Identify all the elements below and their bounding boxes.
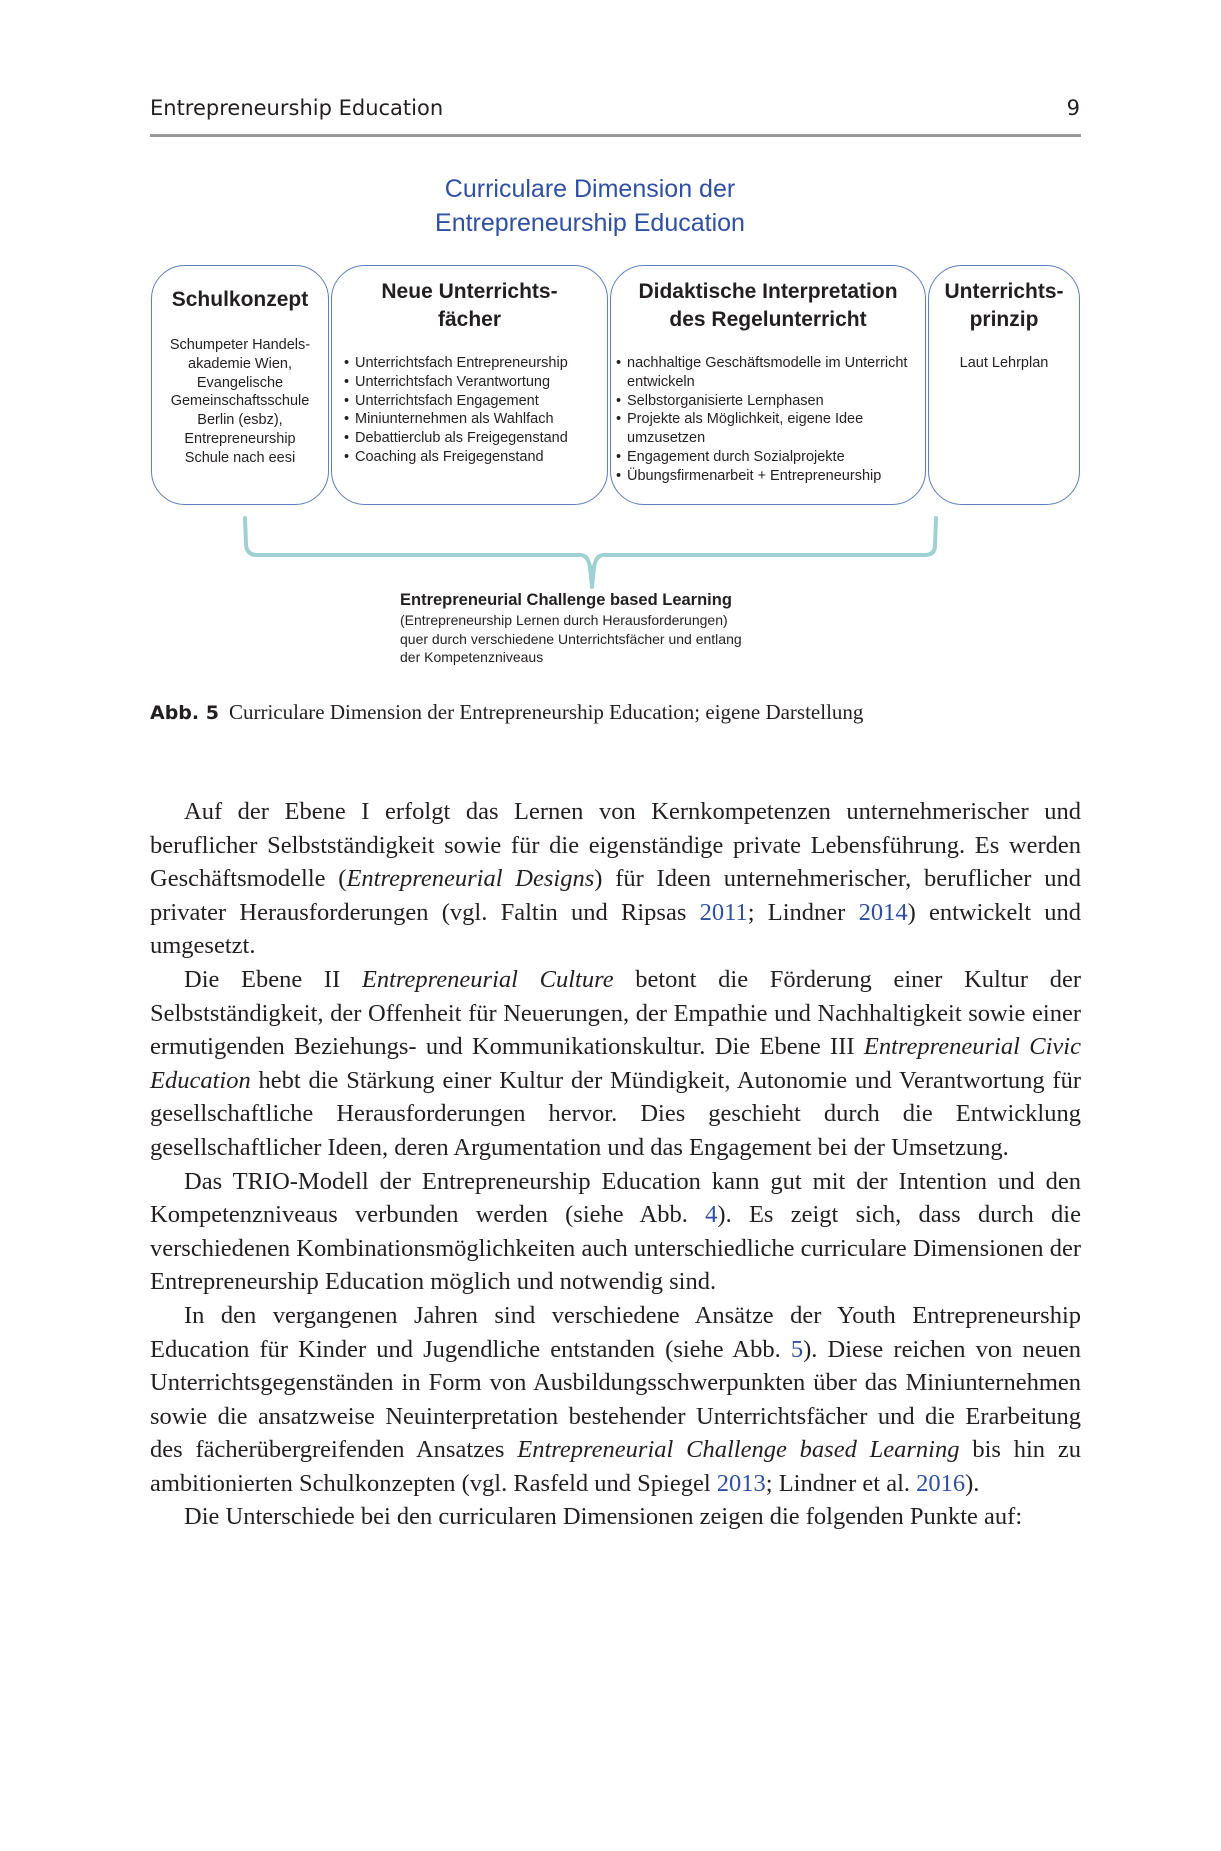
box-didaktische-interpretation — [610, 265, 926, 505]
italic-term: Entrepreneurial Culture — [361, 965, 614, 993]
box-text-line: Schule nach eesi — [184, 449, 296, 466]
box-title — [611, 278, 925, 334]
figure-title-line-2: Entrepreneurship Education — [435, 209, 745, 237]
box-text-line: Schumpeter Handels- — [169, 337, 311, 353]
list-item-text: nachhaltige Geschäftsmodelle im Unterricht entwickeln — [627, 355, 908, 390]
list-item — [344, 410, 607, 429]
box-title-line: Neue Unterrichts- — [381, 280, 558, 303]
bullet-icon: • — [616, 448, 622, 465]
box-title-line: fächer — [437, 308, 502, 331]
ecbl-title: Entrepreneurial Challenge based Learning — [400, 591, 732, 609]
body-text — [150, 795, 1081, 1534]
box-title-line: Schulkonzept — [171, 288, 309, 311]
citation-link[interactable]: 2013 — [716, 1469, 766, 1497]
bullet-icon: • — [616, 392, 622, 409]
figure-link[interactable]: 4 — [705, 1201, 718, 1229]
box-title-line: Unterrichts- — [944, 280, 1064, 303]
list-item — [344, 429, 607, 448]
box-text-line: Entrepreneurship — [184, 430, 296, 447]
box-title-line: des Regelunterricht — [669, 308, 867, 331]
box-text-line: Gemeinschaftsschule — [170, 393, 310, 410]
box-body — [611, 354, 925, 486]
italic-term: Entrepreneurial Challenge based Learning — [517, 1436, 960, 1464]
bullet-icon: • — [616, 467, 622, 484]
text-run: Das TRIO-Modell der Entrepreneurship Education kann gut mit der Intention und den Kompetenzniveaus verbunden werden (siehe Abb. — [150, 1167, 1081, 1229]
text-run: ; Lindner et al. — [765, 1469, 917, 1497]
text-run: ). — [965, 1469, 980, 1497]
box-text-line: Laut Lehrplan — [959, 355, 1049, 371]
italic-term: Entrepreneurial Designs — [346, 865, 595, 893]
text-run: ) für Ideen unternehmerischer, beruflicher und privater Herausforderungen (vgl. Faltin und Ripsas — [150, 865, 1081, 926]
text-run: hebt die Stärkung einer Kultur der Mündigkeit, Autonomie und Verantwortung für gesellschaftliche Herausforderungen hervor. Dies geschieht durch die Entwicklung gesellschaftlicher Ideen, deren Argumentation und das Engagement bei der Umsetzung. — [150, 1066, 1081, 1161]
paragraph — [150, 1165, 1081, 1299]
figure-title-line-1: Curriculare Dimension der — [444, 175, 736, 203]
paragraph — [150, 1500, 1081, 1534]
bullet-list — [616, 354, 925, 486]
list-item — [616, 392, 925, 411]
text-run: In den vergangenen Jahren sind verschiedene Ansätze der Youth Entrepreneurship Education für Kinder und Jugendliche entstanden (siehe Abb. — [150, 1301, 1081, 1363]
box-text-line: Evangelische — [196, 374, 284, 391]
list-item — [616, 448, 925, 467]
ecbl-line: quer durch verschiedene Unterrichtsfächer und entlang — [400, 630, 742, 647]
list-item-text: Projekte als Möglichkeit, eigene Idee umzusetzen — [627, 411, 864, 447]
box-title — [332, 278, 607, 334]
figure-link[interactable]: 5 — [790, 1335, 804, 1363]
list-item-text: Unterrichtsfach Engagement — [355, 392, 539, 409]
box-title-line: prinzip — [969, 308, 1039, 331]
list-item-text: Engagement durch Sozialprojekte — [627, 448, 845, 465]
caption-label: Abb. 5 — [150, 702, 219, 724]
running-head-title: Entrepreneurship Education — [150, 96, 444, 120]
figure-title — [330, 172, 850, 240]
figure-caption — [150, 698, 1080, 727]
text-run: ; Lindner — [747, 898, 859, 926]
list-item-text: Miniunternehmen als Wahlfach — [355, 411, 554, 428]
bullet-icon: • — [616, 411, 622, 428]
list-item — [344, 354, 607, 373]
bullet-icon: • — [344, 392, 350, 409]
italic-term: Entrepreneurial Civic Education — [150, 1033, 1081, 1094]
list-item-text: Übungsfirmenarbeit + Entrepreneurship — [627, 467, 882, 484]
list-item — [344, 373, 607, 392]
list-item — [616, 354, 925, 392]
box-unterrichtsprinzip — [928, 265, 1080, 505]
text-run: ) entwickelt und umgesetzt. — [150, 898, 1081, 960]
list-item-text: Unterrichtsfach Entrepreneurship — [355, 355, 568, 371]
text-run: Die Unterschiede bei den curricularen Dimensionen zeigen die folgenden Punkte auf: — [184, 1503, 1023, 1531]
page-number: 9 — [1066, 96, 1080, 120]
text-run: betont die Förderung einer Kultur der Selbstständigkeit, der Offenheit für Neuerungen, der Empathie und Nachhaltigkeit sowie einer ermutigenden Beziehungs- und Kommunikationskultur. Die Ebene III — [150, 965, 1082, 1061]
box-body — [152, 336, 328, 468]
bullet-icon: • — [344, 448, 350, 465]
list-item — [616, 410, 925, 448]
citation-link[interactable]: 2014 — [858, 898, 908, 926]
brace-path — [245, 518, 936, 587]
list-item-text: Debattierclub als Freigegenstand — [355, 430, 568, 447]
bullet-icon: • — [344, 355, 350, 371]
citation-link[interactable]: 2011 — [699, 898, 748, 926]
bullet-list — [344, 354, 607, 467]
text-run: bis hin zu ambitionierten Schulkonzepten (vgl. Rasfeld und Spiegel — [150, 1436, 1082, 1497]
text-run: ). Diese reichen von neuen Unterrichtsgegenständen in Form von Ausbildungsschwerpunkten über das Miniunternehmen sowie die ansatzweise Neuinterpretation bestehender Unterrichtsfächer und die Erarbeitung des fächerübergreifenden Ansatzes — [150, 1335, 1081, 1464]
box-title — [929, 278, 1079, 334]
bullet-icon: • — [616, 355, 622, 371]
box-neue-unterrichtsfaecher — [331, 265, 608, 505]
header-rule — [150, 134, 1081, 137]
bullet-icon: • — [344, 373, 350, 390]
text-run: ). Es zeigt sich, dass durch die verschiedenen Kombinationsmöglichkeiten auch unterschiedliche curriculare Dimensionen der Entrepreneurship Education möglich und notwendig sind. — [150, 1201, 1081, 1296]
curly-brace-icon — [230, 505, 950, 595]
box-text-line: akademie Wien, — [188, 355, 292, 372]
list-item — [344, 392, 607, 411]
ecbl-block — [400, 590, 820, 667]
box-title-line: Didaktische Interpretation — [638, 280, 898, 303]
ecbl-line: (Entrepreneurship Lernen durch Herausforderungen) — [400, 612, 728, 628]
box-text-line: Berlin (esbz), — [197, 412, 283, 429]
list-item-text: Selbstorganisierte Lernphasen — [627, 392, 824, 409]
list-item-text: Coaching als Freigegenstand — [355, 448, 544, 465]
paragraph — [150, 795, 1081, 963]
list-item — [344, 448, 607, 467]
list-item-text: Unterrichtsfach Verantwortung — [355, 373, 551, 390]
text-run: Auf der Ebene I erfolgt das Lernen von Kernkompetenzen unternehmerischer und beruflicher Selbstständigkeit sowie für die eigenständige private Lebensführung. Es werden Geschäftsmodelle ( — [150, 798, 1081, 893]
box-title — [152, 286, 328, 314]
caption-text: Curriculare Dimension der Entrepreneurship Education; eigene Darstellung — [228, 700, 864, 724]
citation-link[interactable]: 2016 — [916, 1469, 966, 1497]
box-schulkonzept — [151, 265, 329, 505]
paragraph — [150, 963, 1081, 1165]
bullet-icon: • — [344, 430, 350, 447]
box-body — [929, 354, 1079, 373]
running-head — [150, 96, 1080, 136]
list-item — [616, 467, 925, 486]
paragraph — [150, 1299, 1081, 1501]
text-run: Die Ebene II — [184, 965, 362, 993]
bullet-icon: • — [344, 411, 350, 428]
ecbl-line: der Kompetenzniveaus — [400, 649, 544, 665]
box-body — [332, 354, 607, 467]
